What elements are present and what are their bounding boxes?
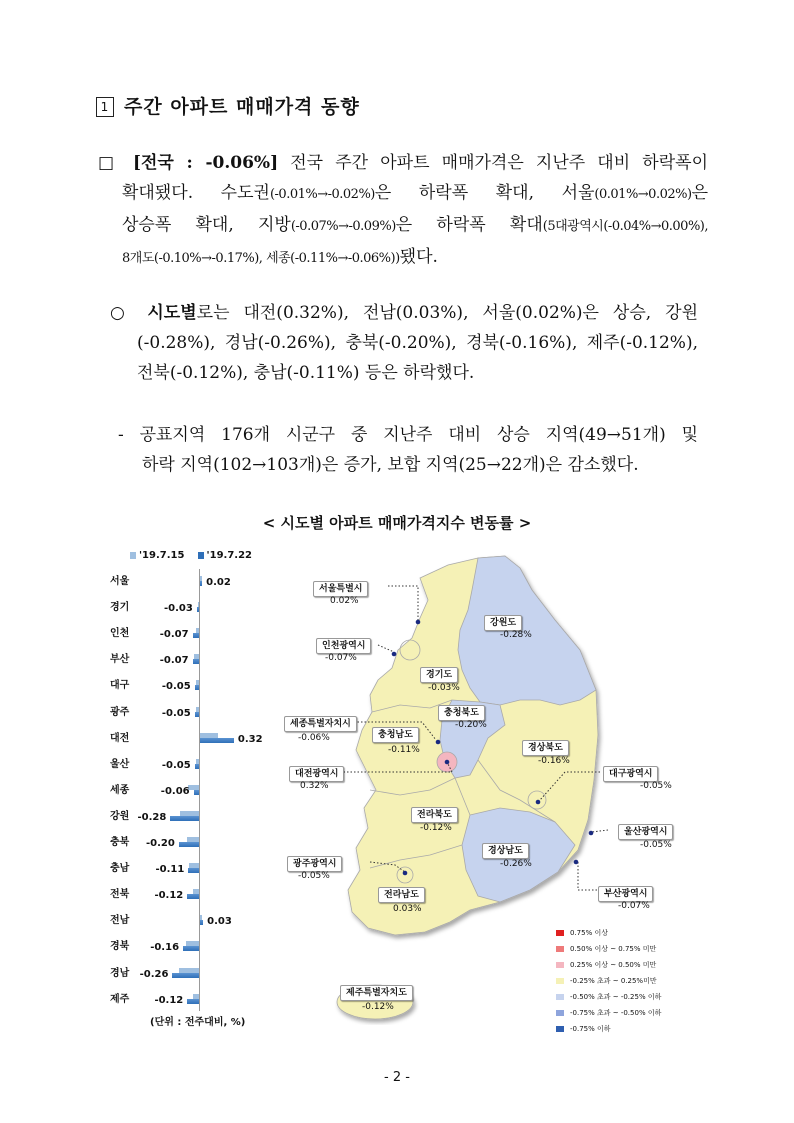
zero-axis-line	[199, 569, 200, 1011]
map-value-ulsan: -0.05%	[640, 840, 672, 850]
p1-l2d: (0.01%→0.02%)	[594, 187, 692, 202]
paragraph-national	[98, 148, 708, 274]
map-legend-item	[556, 944, 656, 954]
section-title	[96, 92, 360, 119]
map-label-jeonnam: 전라남도	[378, 887, 425, 903]
category-label-gyeongbuk: 경북	[110, 941, 130, 953]
value-label-jeonbuk: -0.12	[154, 890, 184, 902]
p3-l1: 공표지역 176개 시군구 중 지난주 대비 상승 지역(49→51개) 및	[123, 425, 698, 445]
value-label-jeonnam: 0.03	[207, 916, 232, 928]
map-legend-label: 0.50% 이상 ~ 0.75% 미만	[570, 945, 657, 953]
bar-curr-daejeon	[200, 738, 234, 743]
category-label-jeonnam: 전남	[110, 915, 130, 927]
p1-l2c: 은 하락폭 확대, 서울	[374, 183, 595, 203]
map-value-incheon: -0.07%	[325, 653, 357, 663]
map-value-daegu: -0.05%	[640, 781, 672, 791]
map-value-sejong: -0.06%	[298, 733, 330, 743]
value-label-gangwon: -0.28	[137, 811, 167, 823]
value-label-jeju: -0.12	[154, 994, 184, 1006]
page-number: - 2 -	[384, 1070, 410, 1085]
legend-prev-label: '19.7.15	[139, 550, 185, 561]
category-label-gwangju: 광주	[110, 706, 130, 718]
p3-line1	[118, 420, 698, 450]
bar-legend	[130, 544, 260, 563]
p3-line2: 하락 지역(102→103개)은 증가, 보합 지역(25→22개)은 감소했다.	[142, 455, 639, 475]
category-label-busan: 부산	[110, 654, 130, 666]
map-legend-swatch	[556, 994, 564, 1000]
category-label-seoul: 서울	[110, 576, 130, 587]
p1-line4	[98, 242, 708, 274]
p2-l1: 로는 대전(0.32%), 전남(0.03%), 서울(0.02%)은 상승, 강원	[196, 303, 698, 323]
p1-l3b: (-0.07%→-0.09%)	[290, 219, 396, 234]
value-label-busan: -0.07	[159, 655, 189, 667]
p1-line2	[98, 178, 708, 210]
paragraph-districts	[118, 420, 698, 480]
p1-l4: 8개도(-0.10%→-0.17%), 세종(-0.11%→-0.06%))	[122, 251, 400, 266]
p1-l4end: 됐다.	[399, 247, 438, 267]
p1-l3a: 상승폭 확대, 지방	[122, 215, 291, 235]
map-value-jeju: -0.12%	[362, 1002, 394, 1012]
map-legend-label: 0.75% 이상	[570, 929, 608, 937]
category-label-jeju: 제주	[110, 993, 130, 1005]
map-legend-label: -0.75% 이하	[570, 1025, 611, 1033]
value-label-gyeongbuk: -0.16	[150, 942, 180, 954]
dash-bullet: -	[118, 425, 124, 445]
map-value-jeonnam: 0.03%	[393, 904, 422, 914]
category-label-gyeonggi: 경기	[110, 602, 130, 614]
map-value-chungbuk: -0.20%	[455, 720, 487, 730]
map-label-gyeonggi: 경기도	[420, 667, 458, 683]
bar-curr-jeonnam	[200, 920, 203, 925]
p1-l2a: 확대됐다. 수도권	[122, 183, 270, 203]
bar-curr-gyeongbuk	[183, 946, 200, 951]
map-label-jeonbuk: 전라북도	[411, 807, 458, 823]
legend-curr	[198, 550, 252, 561]
value-label-seoul: 0.02	[206, 577, 231, 588]
map-value-chungnam: -0.11%	[388, 745, 420, 755]
map-legend-swatch	[556, 1026, 564, 1032]
p2-line1	[110, 298, 698, 328]
value-label-chungnam: -0.11	[155, 864, 185, 876]
category-label-incheon: 인천	[110, 628, 130, 640]
category-label-gangwon: 강원	[110, 810, 130, 822]
value-label-daejeon: 0.32	[237, 733, 263, 745]
map-label-gwangju: 광주광역시	[287, 856, 342, 872]
value-label-ulsan: -0.05	[161, 759, 191, 771]
section-number-box: 1	[96, 97, 114, 117]
p1-l2e: 은	[691, 183, 708, 203]
bar-curr-gangwon	[170, 816, 200, 821]
map-legend-swatch	[556, 978, 564, 984]
p2-line2: (-0.28%), 경남(-0.26%), 충북(-0.20%), 경북(-0.16%), 제주(-0.12%),	[137, 333, 698, 353]
value-label-gyeonggi: -0.03	[163, 603, 193, 615]
map-legend-item	[556, 976, 657, 986]
legend-prev	[130, 550, 184, 561]
value-label-incheon: -0.07	[159, 629, 189, 641]
value-label-gwangju: -0.05	[161, 707, 191, 719]
map-legend-label: -0.25% 초과 ~ 0.25%미만	[570, 977, 657, 985]
category-label-ulsan: 울산	[110, 758, 130, 770]
map-label-jeju: 제주특별자치도	[340, 985, 413, 1001]
checkbox-glyph: □	[98, 153, 121, 173]
paragraph-regions	[110, 298, 698, 388]
legend-swatch-curr	[198, 552, 204, 559]
map-legend-label: 0.25% 이상 ~ 0.50% 미만	[570, 961, 657, 969]
map-label-daejeon: 대전광역시	[289, 766, 344, 782]
map-legend-item	[556, 960, 656, 970]
category-label-chungbuk: 충북	[110, 837, 130, 848]
p1-line3	[98, 210, 708, 242]
map-legend-label: -0.50% 초과 ~ -0.25% 이하	[570, 993, 662, 1001]
p1-line1-text: 전국 주간 아파트 매매가격은 지난주 대비 하락폭이	[278, 153, 708, 173]
category-label-gyeongnam: 경남	[110, 967, 130, 979]
section-title-text: 주간 아파트 매매가격 동향	[124, 96, 360, 118]
map-legend-item	[556, 1024, 611, 1034]
map-label-seoul: 서울특별시	[313, 581, 368, 597]
bullet-circle: ○	[110, 303, 134, 323]
value-label-daegu: -0.05	[161, 681, 191, 693]
bar-curr-seoul	[200, 581, 202, 586]
map-label-incheon: 인천광역시	[316, 638, 371, 654]
map-legend-swatch	[556, 1010, 564, 1016]
map-legend-label: -0.75% 초과 ~ -0.50% 이하	[570, 1009, 662, 1017]
value-label-sejong: -0.06	[160, 785, 190, 797]
map-label-daegu: 대구광역시	[603, 766, 658, 782]
map-value-gyeongbuk: -0.16%	[538, 756, 570, 766]
value-label-chungbuk: -0.20	[145, 838, 175, 849]
map-legend-swatch	[556, 946, 564, 952]
legend-swatch-prev	[130, 552, 136, 559]
category-label-sejong: 세종	[110, 784, 130, 796]
bar-curr-gyeongnam	[172, 973, 200, 978]
legend-curr-label: '19.7.22	[206, 550, 252, 561]
map-value-gyeongnam: -0.26%	[500, 859, 532, 869]
category-label-daejeon: 대전	[110, 732, 130, 744]
p2-line3: 전북(-0.12%), 충남(-0.11%) 등은 하락했다.	[137, 363, 475, 383]
bar-curr-chungbuk	[179, 842, 200, 847]
national-lead: [전국 : -0.06%]	[132, 153, 279, 173]
regions-lead: 시도별	[147, 303, 197, 323]
category-label-daegu: 대구	[110, 680, 130, 692]
map-label-chungnam: 충청남도	[372, 727, 419, 743]
map-legend-item	[556, 1008, 661, 1018]
chart-unit: (단위 : 전주대비, %)	[150, 1017, 246, 1028]
map-value-gwangju: -0.05%	[298, 871, 330, 881]
map-value-seoul: 0.02%	[330, 596, 359, 606]
map-label-chungbuk: 충청북도	[438, 705, 485, 721]
map-label-sejong: 세종특별자치시	[284, 716, 357, 732]
p1-l2b: (-0.01%→-0.02%)	[269, 187, 375, 202]
map-label-gangwon: 강원도	[484, 615, 522, 631]
map-legend-item	[556, 928, 608, 938]
map-value-jeonbuk: -0.12%	[420, 823, 452, 833]
map-label-ulsan: 울산광역시	[618, 824, 673, 840]
p1-l3d: (5대광역시(-0.04%→0.00%),	[542, 219, 709, 234]
map-value-gangwon: -0.28%	[500, 630, 532, 640]
map-legend-swatch	[556, 930, 564, 936]
map-value-daejeon: 0.32%	[300, 781, 329, 791]
category-label-chungnam: 충남	[110, 863, 130, 875]
map-value-busan: -0.07%	[618, 901, 650, 911]
map-legend-item	[556, 992, 661, 1002]
map-label-busan: 부산광역시	[598, 886, 653, 902]
value-label-gyeongnam: -0.26	[139, 968, 169, 980]
category-label-jeonbuk: 전북	[110, 889, 130, 901]
p1-line1	[98, 148, 708, 178]
map-legend-swatch	[556, 962, 564, 968]
map-label-gyeongnam: 경상남도	[482, 843, 529, 859]
chart-title: < 시도별 아파트 매매가격지수 변동률 >	[262, 514, 532, 532]
map-label-gyeongbuk: 경상북도	[522, 740, 569, 756]
map-value-gyeonggi: -0.03%	[428, 683, 460, 693]
p1-l3c: 은 하락폭 확대	[395, 215, 543, 235]
